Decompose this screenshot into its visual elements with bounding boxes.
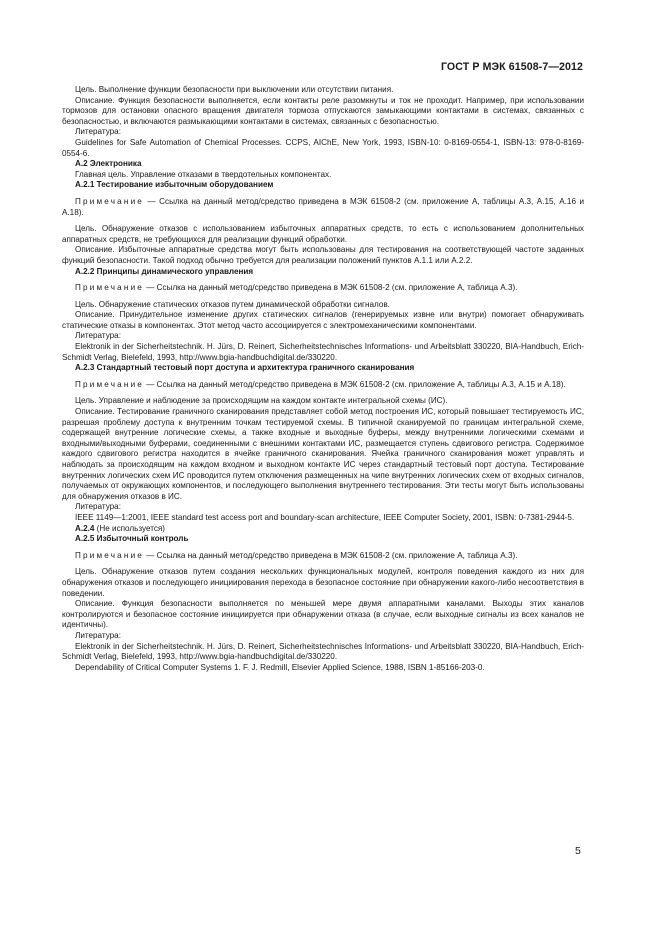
- body-paragraph: Литература:: [75, 502, 121, 512]
- note-paragraph: [62, 380, 584, 391]
- body-paragraph: Литература:: [75, 127, 121, 137]
- section-heading: А.2.1 Тестирование избыточным оборудованием: [75, 180, 274, 190]
- note-paragraph: [62, 551, 584, 562]
- standard-header: ГОСТ Р МЭК 61508-7—2012: [440, 61, 583, 73]
- body-paragraph: IEEE 1149—1:2001, IEEE standard test access port and boundary-scan architecture, IEEE Computer Society, 2001, ISBN: 0-7381-2944-5.: [75, 512, 575, 522]
- body-paragraph: Литература:: [75, 331, 121, 341]
- note-paragraph: [62, 197, 584, 218]
- section-heading: А.2 Электроника: [75, 159, 142, 169]
- body-paragraph: Цель. Управление и наблюдение за происходящим на каждом контакте интегральной схемы (ИС).: [75, 396, 448, 406]
- note-label: Примечание: [75, 379, 145, 389]
- note-text: — Ссылка на данный метод/средство приведена в МЭК 61508-2 (см. приложение А, таблица А.3).: [144, 283, 518, 293]
- body-paragraph: Цель. Обнаружение отказов с использованием избыточных аппаратных средств, то есть с использованием дополнительных аппаратных средств, не требующихся для реализации функций обработки.: [62, 224, 584, 244]
- body-paragraph: Литература:: [75, 630, 121, 640]
- note-label: Примечание: [75, 550, 145, 560]
- note-text: — Ссылка на данный метод/средство приведена в МЭК 61508-2 (см. приложение А, таблицы А.3, А.15, А.16 и А.18).: [62, 196, 584, 217]
- body-paragraph: Цель. Обнаружение статических отказов путем динамической обработки сигналов.: [75, 299, 390, 309]
- body-paragraph: Главная цель. Управление отказами в твердотельных компонентах.: [75, 169, 332, 179]
- body-paragraph: Описание. Избыточные аппаратные средства могут быть использованы для тестирования на соответствующей частоте заданных функций безопасности. Такой подход обычно требуется для реализации положений пунктов А.1.1 или А.2.2.: [62, 245, 584, 265]
- note-label: Примечание: [75, 283, 145, 293]
- body-paragraph: Elektronik in der Sicherheitstechnik. H. Jürs, D. Reinert, Sicherheitstechnisches Informations- und Arbeitsblatt 330220, BIA-Handbuch, Erich-Schmidt Verlag, Bielefeld, 1993, http://www.bgia-handbuchdigital.de/330220.: [62, 342, 584, 362]
- note-label: Примечание: [75, 196, 145, 206]
- body-paragraph: Описание. Тестирование граничного сканирования представляет собой метод построения ИС, который повышает тестируемость ИС, разрешая проблему доступа к внутренним точкам тестируемой схемы. В типичной сканируемой по границам интегральной схеме, содержащей внутренние логические схемы, а также входные и выходные буферы, между внутренними логическими схемами и входными/выходными буферами, соединенными с внешними контактами ИС, размещается ступень сдвигового регистра. Содержимое каждого сдвигового регистра находится в ячейке граничного сканирования. Ячейка граничного сканирования может управлять и наблюдать за происходящим на каждом входном и выходном контакте ИС через стандартный тестовый порт доступа. Тестирование внутренних логических схем ИС проводится путем отключения размещенных на чипе внутренних логических схем от входных сигналов, получаемых от окружающих компонентов, и последующего выполнения внутреннего тестирования. Эти тесты могут быть использованы для обнаружения отказов в ИС.: [62, 407, 584, 501]
- section-heading: А.2.5 Избыточный контроль: [75, 534, 189, 544]
- section-heading: [62, 524, 584, 535]
- section-heading: А.2.2 Принципы динамического управления: [75, 266, 254, 276]
- body-paragraph: Описание. Функция безопасности выполняется, если контакты реле разомкнуты и ток не проходит. Например, при использовании тормозов для остановки опасного вращения двигателя тормоза отпускаются замыкающими контактами в системах, связанных с безопасностью, и включаются размыкающими контактами в системах, связанных с безопасностью.: [62, 95, 584, 126]
- page-number: 5: [575, 845, 581, 857]
- body-paragraph: Elektronik in der Sicherheitstechnik. H. Jürs, D. Reinert, Sicherheitstechnisches Informations- und Arbeitsblatt 330220, BIA-Handbuch, Erich-Schmidt Verlag, Bielefeld, 1993, http://www.bgia-handbuchdigital.de/330220.: [62, 641, 584, 662]
- note-text: — Ссылка на данный метод/средство приведена в МЭК 61508-2 (см. приложение А, таблицы А.3, А.15 и А.18).: [144, 379, 566, 389]
- section-status: (Не используется): [94, 523, 165, 533]
- body-paragraph: Guidelines for Safe Automation of Chemical Processes. CCPS, AIChE, New York, 1993, ISBN-10: 0-8169-0554-1, ISBN-13: 978-0-8169-0554-6.: [62, 137, 584, 158]
- document-body: [62, 85, 584, 673]
- note-text: — Ссылка на данный метод/средство приведена в МЭК 61508-2 (см. приложение А, таблица А.3).: [144, 550, 518, 560]
- note-paragraph: [62, 283, 584, 294]
- body-paragraph: Dependability of Critical Computer Systems 1. F. J. Redmill, Elsevier Applied Science, 1988, ISBN 1-85166-203-0.: [75, 662, 485, 672]
- section-number: А.2.4: [75, 523, 95, 533]
- section-heading: А.2.3 Стандартный тестовый порт доступа и архитектура граничного сканирования: [75, 363, 415, 373]
- body-paragraph: Описание. Принудительное изменение других статических сигналов (генерируемых извне или внутри) помогает обнаруживать статические отказы в компонентах. Этот метод часто ассоциируется с электромеханическими компонентами.: [62, 310, 584, 330]
- body-paragraph: Цель. Выполнение функции безопасности при выключении или отсутствии питания.: [75, 85, 394, 94]
- body-paragraph: Описание. Функция безопасности выполняется по меньшей мере двумя аппаратными каналами. Выходы этих каналов контролируются и безопасное состояние инициируется при обнаружении отказа (в случае, если выходные сигналы из всех каналов не идентичны).: [62, 599, 584, 630]
- body-paragraph: Цель. Обнаружение отказов путем создания нескольких функциональных модулей, контроля поведения каждого из них для обнаружения отказов и последующего инициирования перехода в безопасное состояние при обнаружении какого-либо несоответствия в поведении.: [62, 567, 584, 598]
